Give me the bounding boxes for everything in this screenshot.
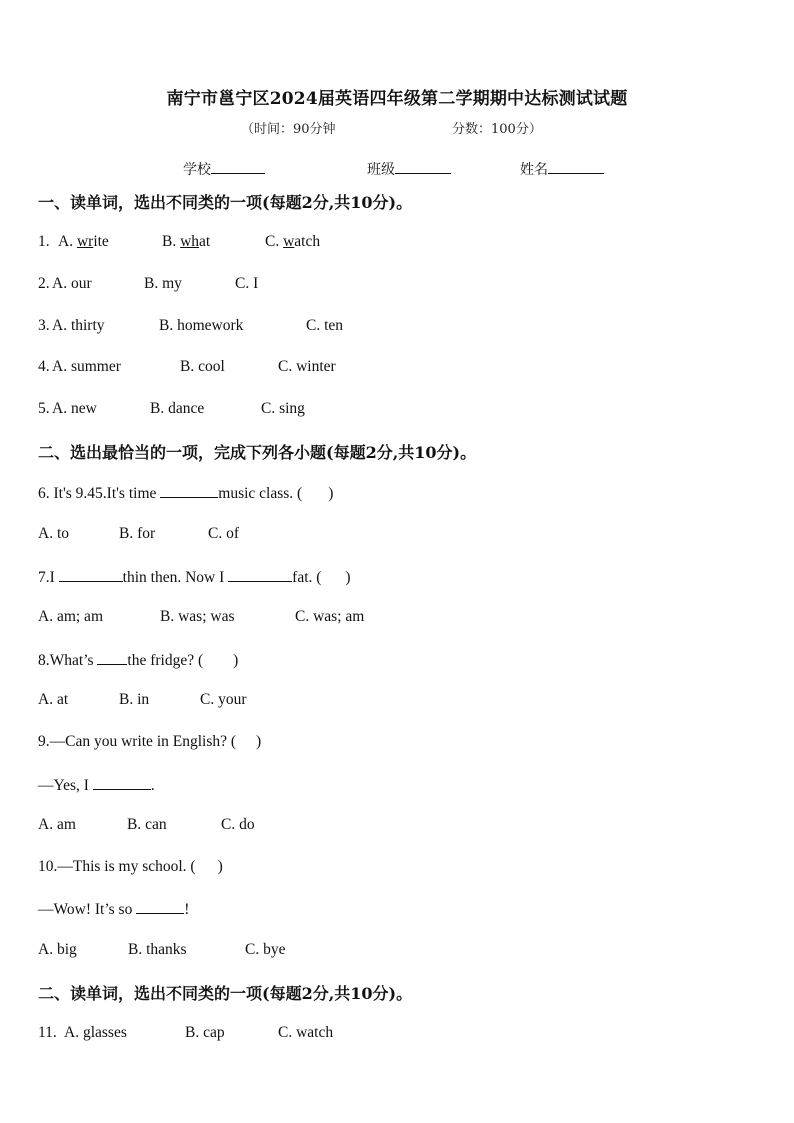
option-c: C. bye bbox=[245, 941, 286, 958]
question-2 bbox=[38, 275, 259, 293]
option-c: C. watch bbox=[278, 1024, 334, 1041]
question-6: 6. It's 9.45.It's time music class. ( ) bbox=[38, 485, 334, 502]
option-a: A. new bbox=[52, 400, 97, 417]
option-c: C. watch bbox=[265, 233, 321, 250]
answer-blank bbox=[93, 775, 151, 790]
option-a: A. at bbox=[38, 691, 69, 708]
name-field bbox=[520, 159, 604, 179]
question-1 bbox=[38, 233, 321, 251]
option-c: C. was; am bbox=[295, 608, 365, 625]
question-number: 2. bbox=[38, 275, 50, 292]
question-10-response: —Wow! It’s so ! bbox=[38, 901, 190, 918]
option-b: B. thanks bbox=[128, 941, 187, 958]
question-4 bbox=[38, 358, 336, 376]
school-blank bbox=[211, 159, 265, 174]
question-number: 11. bbox=[38, 1024, 57, 1041]
exam-score: 分数：100分） bbox=[452, 122, 542, 137]
option-a: A. our bbox=[52, 275, 92, 292]
option-b: B. my bbox=[144, 275, 182, 292]
answer-blank bbox=[160, 483, 218, 498]
option-c: C. winter bbox=[278, 358, 336, 375]
section-2-heading: 二、选出最恰当的一项，完成下列各小题(每题2分,共10分)。 bbox=[38, 443, 477, 462]
name-label: 姓名 bbox=[520, 162, 548, 178]
option-b: B. what bbox=[162, 233, 211, 250]
school-label: 学校 bbox=[183, 162, 211, 178]
option-b: B. homework bbox=[159, 317, 244, 334]
option-b: B. was; was bbox=[160, 608, 235, 625]
option-b: B. cool bbox=[180, 358, 225, 375]
option-b: B. cap bbox=[185, 1024, 225, 1041]
answer-blank bbox=[228, 567, 292, 582]
section-1-heading: 一、读单词，选出不同类的一项(每题2分,共10分)。 bbox=[38, 193, 413, 212]
option-a: A. glasses bbox=[64, 1024, 127, 1041]
option-a: A. write bbox=[58, 233, 109, 250]
school-field bbox=[183, 159, 265, 179]
answer-blank bbox=[136, 899, 184, 914]
answer-blank bbox=[59, 567, 123, 582]
question-7: 7.I thin then. Now I fat. ( ) bbox=[38, 569, 351, 586]
question-8: 8.What’s the fridge? ( ) bbox=[38, 652, 239, 669]
class-blank bbox=[395, 159, 451, 174]
question-number: 5. bbox=[38, 400, 50, 417]
option-a: A. big bbox=[38, 941, 77, 958]
class-label: 班级 bbox=[367, 162, 395, 178]
option-b: B. can bbox=[127, 816, 167, 833]
question-11 bbox=[38, 1024, 334, 1042]
section-3-heading: 二、读单词，选出不同类的一项(每题2分,共10分)。 bbox=[38, 984, 413, 1003]
option-c: C. of bbox=[208, 525, 239, 542]
exam-time: （时间：90分钟 bbox=[241, 122, 336, 137]
question-number: 4. bbox=[38, 358, 50, 375]
page-title: 南宁市邕宁区2024届英语四年级第二学期期中达标测试试题 bbox=[166, 89, 628, 109]
option-c: C. your bbox=[200, 691, 247, 708]
question-3 bbox=[38, 317, 344, 335]
option-a: A. summer bbox=[52, 358, 121, 375]
question-9: 9.—Can you write in English? ( ) bbox=[38, 733, 262, 750]
name-blank bbox=[548, 159, 604, 174]
question-5 bbox=[38, 400, 305, 418]
option-b: B. for bbox=[119, 525, 156, 542]
option-c: C. do bbox=[221, 816, 255, 833]
question-number: 3. bbox=[38, 317, 50, 334]
answer-blank bbox=[97, 650, 127, 665]
option-b: B. in bbox=[119, 691, 150, 708]
class-field bbox=[367, 159, 451, 179]
option-a: A. am; am bbox=[38, 608, 103, 625]
option-c: C. sing bbox=[261, 400, 305, 417]
option-a: A. to bbox=[38, 525, 69, 542]
option-a: A. am bbox=[38, 816, 76, 833]
option-a: A. thirty bbox=[52, 317, 105, 334]
question-number: 1. bbox=[38, 233, 50, 250]
question-10: 10.—This is my school. ( ) bbox=[38, 858, 223, 875]
option-c: C. ten bbox=[306, 317, 344, 334]
option-c: C. I bbox=[235, 275, 259, 292]
option-b: B. dance bbox=[150, 400, 205, 417]
question-9-response: —Yes, I . bbox=[38, 777, 155, 794]
